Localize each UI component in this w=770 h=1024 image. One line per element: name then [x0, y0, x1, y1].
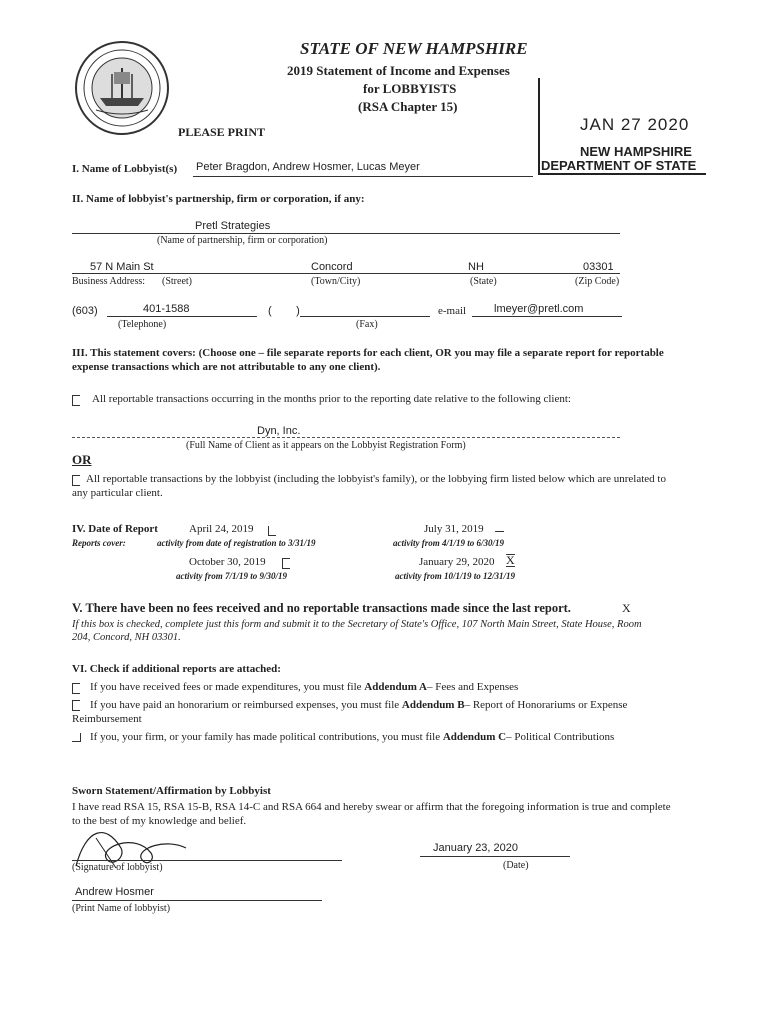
- date2: July 31, 2019: [424, 523, 484, 535]
- phone-value: 401-1588: [143, 303, 190, 315]
- reports-cover: Reports cover:: [72, 538, 126, 548]
- addendum-c-checkbox[interactable]: [72, 733, 81, 742]
- date2-note: activity from 4/1/19 to 6/30/19: [393, 538, 504, 548]
- addendum-a-text: [90, 681, 518, 693]
- date3-checkbox[interactable]: [282, 558, 290, 569]
- sworn-text: I have read RSA 15, RSA 15-B, RSA 14-C and RSA 664 and hereby swear or affirm that the foregoing information is true and complete to the best of my knowledge and belief.: [72, 801, 671, 827]
- street-value: 57 N Main St: [90, 261, 154, 273]
- please-print: PLEASE PRINT: [178, 125, 266, 139]
- signature-caption: (Signature of lobbyist): [72, 862, 163, 873]
- addendum-b-post: – Report of Honorariums or Expense Reimbursement: [72, 699, 628, 725]
- fax-paren: ( ): [268, 305, 300, 317]
- addendum-a-post: – Fees and Expenses: [426, 681, 519, 693]
- addendum-c-post: – Political Contributions: [506, 731, 615, 743]
- section4-label: IV. Date of Report: [72, 523, 158, 535]
- section5-note: If this box is checked, complete just this form and submit it to the Secretary of State's Office, 107 North Main Street, State House, Room 204, Concord, NH 03301.: [72, 619, 642, 643]
- sworn-date: January 23, 2020: [433, 842, 519, 854]
- firm-caption: (Name of partnership, firm or corporation): [157, 235, 328, 246]
- addendum-b-text: [72, 698, 672, 726]
- date4-note: activity from 10/1/19 to 12/31/19: [395, 571, 515, 581]
- addendum-b-pre: If you have paid an honorarium or reimbursed expenses, you must file: [90, 699, 402, 711]
- form-subtitle: 2019 Statement of Income and Expenses: [287, 63, 510, 78]
- section6-label: VI. Check if additional reports are attached:: [72, 663, 281, 675]
- date4: January 29, 2020: [419, 556, 495, 568]
- addendum-c-pre: If you, your firm, or your family has made political contributions, you must file: [90, 731, 443, 743]
- addendum-a-checkbox[interactable]: [72, 683, 80, 694]
- state-caption: (State): [470, 276, 497, 287]
- client-caption: (Full Name of Client as it appears on the Lobbyist Registration Form): [186, 440, 466, 451]
- phone-caption: (Telephone): [118, 319, 167, 330]
- firm-name: Pretl Strategies: [195, 220, 271, 232]
- city-value: Concord: [311, 261, 353, 273]
- stamp-line1: NEW HAMPSHIRE: [580, 144, 692, 159]
- zip-caption: (Zip Code): [575, 276, 620, 287]
- addendum-a-pre: If you have received fees or made expenditures, you must file: [90, 681, 365, 693]
- stamp-line2: DEPARTMENT OF STATE: [541, 158, 697, 173]
- client-name: Dyn, Inc.: [257, 425, 301, 437]
- state-value: NH: [468, 261, 484, 273]
- date1-checkbox[interactable]: [268, 526, 276, 536]
- option2-text: All reportable transactions by the lobbyist (including the lobbyist's family), or the lobbying firm listed below which are unrelated to any particular client.: [72, 473, 666, 499]
- section5-mark[interactable]: X: [622, 601, 631, 615]
- addendum-c-bold: Addendum C: [442, 731, 507, 743]
- street-caption: (Street): [162, 276, 192, 287]
- date1: April 24, 2019: [189, 523, 254, 535]
- addendum-c-text: [90, 731, 614, 743]
- date-caption: (Date): [503, 860, 529, 871]
- lobbyist-names: Peter Bragdon, Andrew Hosmer, Lucas Meyer: [196, 161, 420, 173]
- section3-label: III. This statement covers: (Choose one – file separate reports for each client, OR you may file a separate report for reportable expense transactions which are not attributable to any one client).: [72, 347, 664, 373]
- option1-checkbox[interactable]: [72, 395, 80, 406]
- fax-caption: (Fax): [356, 319, 378, 330]
- option1-text: All reportable transactions occurring in the months prior to the reporting date relative to the following client:: [92, 393, 571, 405]
- or-label: OR: [72, 452, 92, 467]
- section2-label: II. Name of lobbyist's partnership, firm or corporation, if any:: [72, 193, 365, 205]
- form-state-title: STATE OF NEW HAMPSHIRE: [300, 39, 528, 58]
- stamp-date: JAN 27 2020: [580, 115, 690, 134]
- sworn-title: Sworn Statement/Affirmation by Lobbyist: [72, 785, 271, 797]
- zip-value: 03301: [583, 261, 614, 273]
- state-seal-logo: [74, 40, 170, 136]
- section1-label: I. Name of Lobbyist(s): [72, 163, 178, 175]
- addendum-a-bold: Addendum A: [364, 681, 427, 693]
- date4-mark[interactable]: X: [506, 553, 515, 567]
- city-caption: (Town/City): [311, 276, 361, 287]
- email-label: e-mail: [438, 305, 467, 317]
- printed-name-caption: (Print Name of lobbyist): [72, 903, 171, 914]
- area-code: (603): [72, 305, 98, 317]
- date1-note: activity from date of registration to 3/31/19: [157, 538, 316, 548]
- addendum-b-bold: Addendum B: [401, 699, 465, 711]
- printed-name: Andrew Hosmer: [75, 886, 154, 898]
- date3: October 30, 2019: [189, 556, 266, 568]
- form-rsa: (RSA Chapter 15): [358, 99, 458, 114]
- date3-note: activity from 7/1/19 to 9/30/19: [176, 571, 287, 581]
- section5-label: V. There have been no fees received and no reportable transactions made since the last report.: [72, 601, 571, 615]
- date2-checkbox[interactable]: [495, 531, 504, 532]
- business-caption: Business Address:: [72, 276, 146, 287]
- email-value: lmeyer@pretl.com: [494, 303, 584, 315]
- form-for: for LOBBYISTS: [363, 81, 457, 96]
